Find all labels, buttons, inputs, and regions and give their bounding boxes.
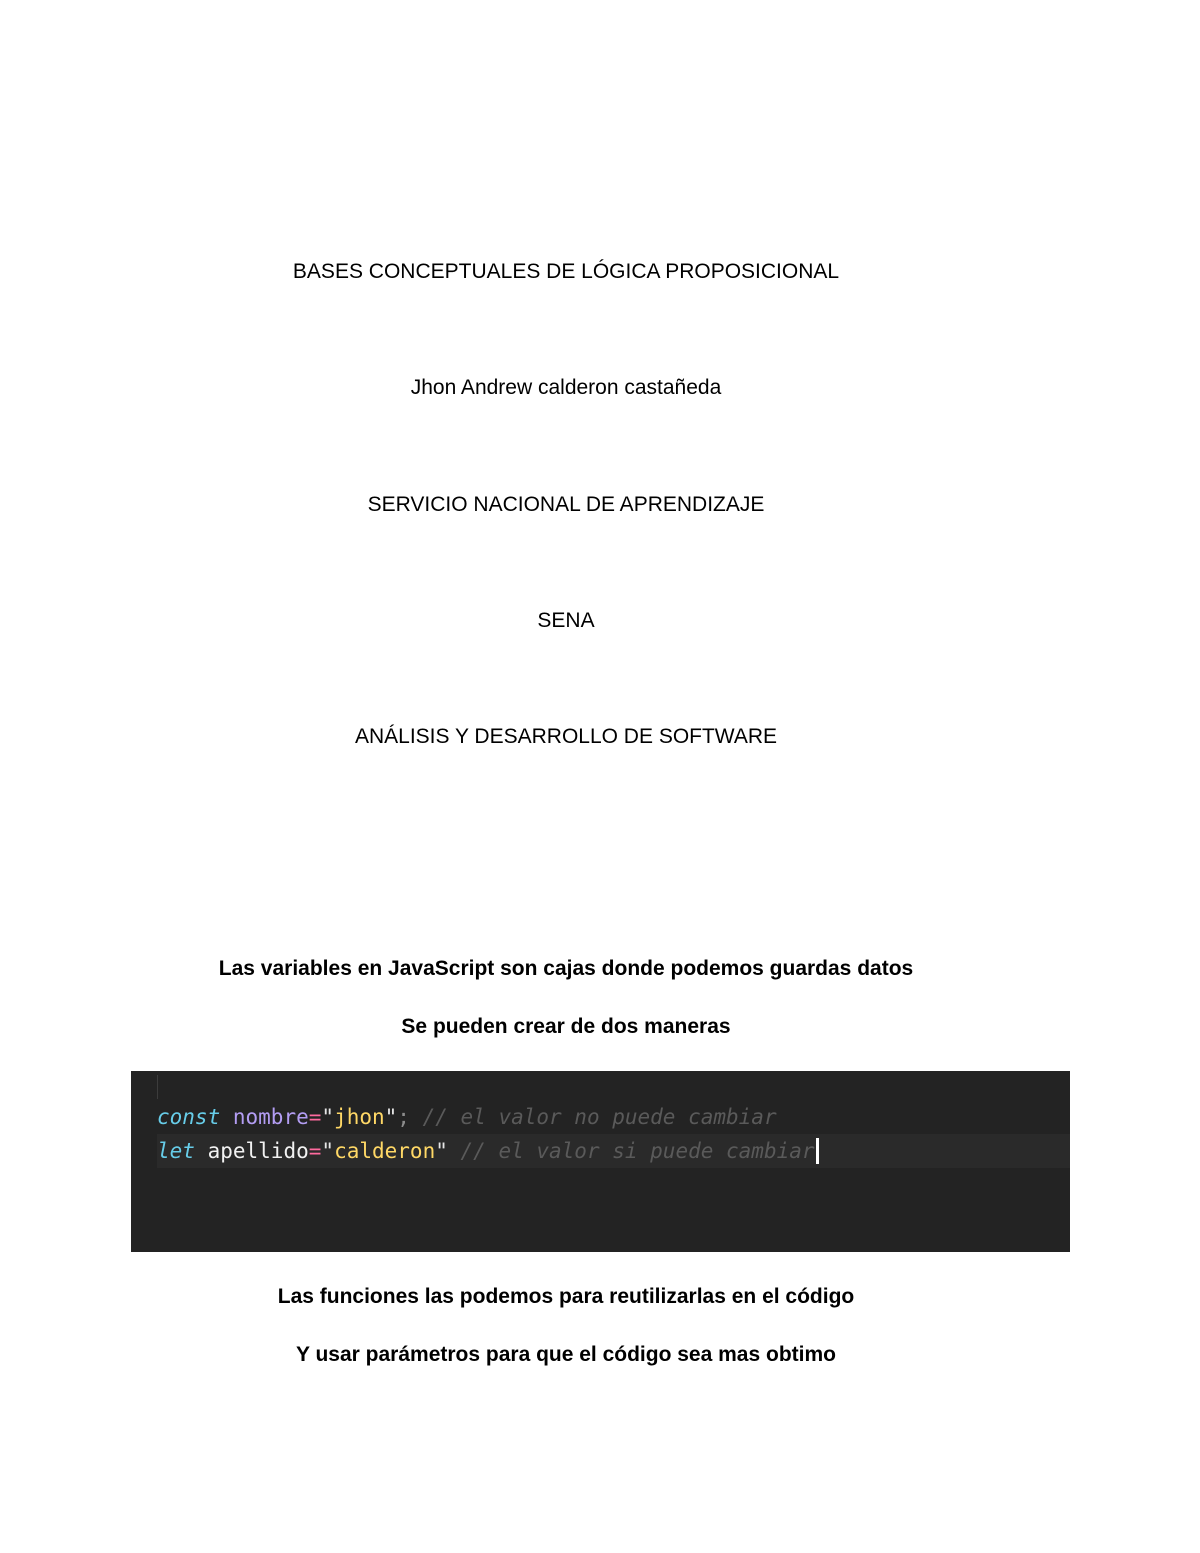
code-space [220,1105,233,1129]
institution-acronym: SENA [537,609,595,632]
functions-intro-text: Las funciones las podemos para reutilizarlas en el código [277,1285,855,1308]
comment-const: // el valor no puede cambiar [409,1105,777,1129]
author-name: Jhon Andrew calderon castañeda [410,376,722,399]
variables-ways-text: Se pueden crear de dos maneras [401,1015,731,1038]
operator-assign: = [308,1105,322,1129]
document-title: BASES CONCEPTUALES DE LÓGICA PROPOSICIONAL [292,260,840,283]
program-name: ANÁLISIS Y DESARROLLO DE SOFTWARE [354,725,778,748]
functions-params-text: Y usar parámetros para que el código sea mas obtimo [296,1343,836,1366]
quote-open: " [321,1139,335,1163]
gutter-indicator [157,1075,158,1099]
code-space [195,1139,208,1163]
variables-intro-text: Las variables en JavaScript son cajas donde podemos guardas datos [218,957,914,980]
quote-close: " [384,1105,398,1129]
string-calderon: calderon [334,1139,436,1163]
comment-let: // el valor si puede cambiar [447,1139,815,1163]
quote-close: " [435,1139,448,1163]
operator-assign: = [308,1139,322,1163]
identifier-apellido: apellido [207,1139,309,1163]
keyword-const: const [157,1105,221,1129]
code-line-const [157,1100,777,1134]
text-cursor [816,1138,819,1164]
keyword-let: let [157,1139,195,1163]
quote-open: " [321,1105,335,1129]
code-editor-screenshot [131,1071,1070,1252]
code-line-let [157,1134,819,1168]
identifier-nombre: nombre [232,1105,309,1129]
semicolon: ; [397,1105,410,1129]
institution-name: SERVICIO NACIONAL DE APRENDIZAJE [367,493,765,516]
string-jhon: jhon [334,1105,385,1129]
